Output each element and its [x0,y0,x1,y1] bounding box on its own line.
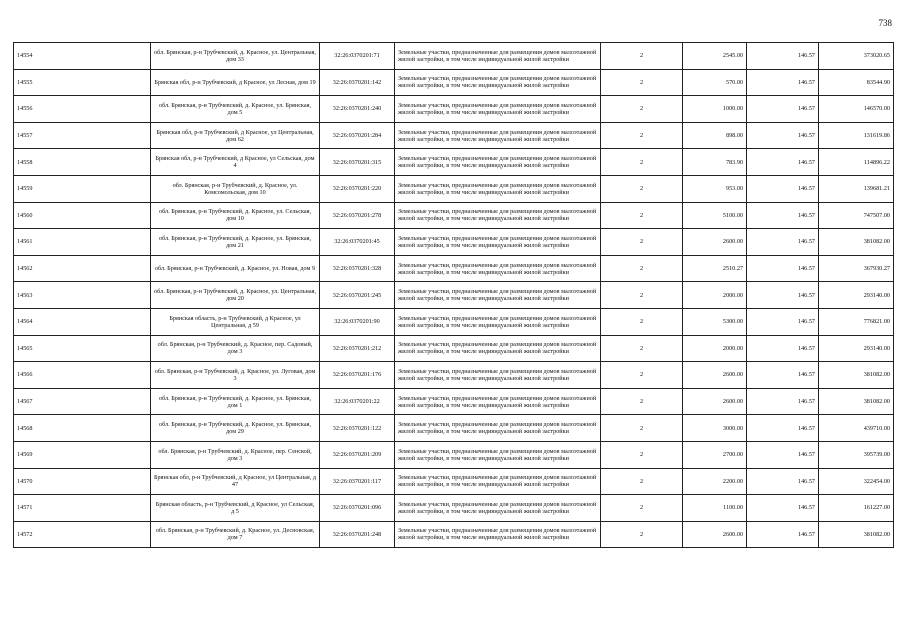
table-row [14,415,894,442]
area-cell: 783.90 [683,149,747,176]
table-row [14,495,894,522]
area-cell: 2510.27 [683,255,747,282]
category-cell: 2 [601,308,683,335]
row-number-cell: 14559 [14,175,151,202]
category-cell: 2 [601,43,683,70]
category-cell: 2 [601,362,683,389]
category-cell: 2 [601,388,683,415]
land-registry-table [13,42,894,548]
cadastral-number-cell: 32:26:0370201:142 [320,69,395,96]
row-number-cell: 14569 [14,441,151,468]
area-cell: 2200.00 [683,468,747,495]
land-use-description-cell: Земельные участки, предназначенные для размещения домов малоэтажной жилой застройки, в том числе индивидуальной жилой застройки [395,495,601,522]
cadastral-value-cell: 131619.86 [819,122,894,149]
address-cell: обл. Брянская, р-н Трубчевский, д. Красное, ул. Новая, дом 9 [151,255,320,282]
address-cell: Брянская обл, р-н Трубчевский, д Красное, ул Центральная, д 47 [151,468,320,495]
row-number-cell: 14566 [14,362,151,389]
cadastral-value-cell: 776821.00 [819,308,894,335]
table-row [14,388,894,415]
table-row [14,468,894,495]
land-use-description-cell: Земельные участки, предназначенные для размещения домов малоэтажной жилой застройки, в том числе индивидуальной жилой застройки [395,43,601,70]
table-row [14,255,894,282]
rate-cell: 146.57 [747,122,819,149]
address-cell: обл. Брянская, р-н Трубчевский, д. Красное, ул. Луговая, дом 3 [151,362,320,389]
cadastral-number-cell: 32:26:0370201:90 [320,308,395,335]
land-use-description-cell: Земельные участки, предназначенные для размещения домов малоэтажной жилой застройки, в том числе индивидуальной жилой застройки [395,149,601,176]
cadastral-value-cell: 146570.00 [819,96,894,123]
rate-cell: 146.57 [747,441,819,468]
cadastral-value-cell: 83544.90 [819,69,894,96]
address-cell: Брянская обл, р-н Трубчевский, д Красное, ул Центральная, дом 62 [151,122,320,149]
rate-cell: 146.57 [747,495,819,522]
area-cell: 2600.00 [683,388,747,415]
table-row [14,202,894,229]
land-use-description-cell: Земельные участки, предназначенные для размещения домов малоэтажной жилой застройки, в том числе индивидуальной жилой застройки [395,362,601,389]
area-cell: 570.00 [683,69,747,96]
table-row [14,521,894,548]
address-cell: Брянская область, р-н Трубчевский, д Красное, ул Центральная, д 59 [151,308,320,335]
category-cell: 2 [601,255,683,282]
rate-cell: 146.57 [747,255,819,282]
cadastral-value-cell: 293140.00 [819,282,894,309]
table-row [14,229,894,256]
rate-cell: 146.57 [747,521,819,548]
cadastral-number-cell: 32:26:0370201:328 [320,255,395,282]
area-cell: 2000.00 [683,282,747,309]
table-row [14,122,894,149]
rate-cell: 146.57 [747,43,819,70]
table-row [14,362,894,389]
category-cell: 2 [601,69,683,96]
cadastral-number-cell: 32:26:0370201:278 [320,202,395,229]
table-row [14,308,894,335]
address-cell: обл. Брянская, р-н Трубчевский, д. Красное, ул. Брянская, дом 1 [151,388,320,415]
cadastral-number-cell: 32:26:0370201:284 [320,122,395,149]
cadastral-number-cell: 32:26:0370201:096 [320,495,395,522]
land-use-description-cell: Земельные участки, предназначенные для размещения домов малоэтажной жилой застройки, в том числе индивидуальной жилой застройки [395,441,601,468]
address-cell: обл. Брянская, р-н Трубчевский, д. Красное, ул. Сельская, дом 10 [151,202,320,229]
rate-cell: 146.57 [747,388,819,415]
land-use-description-cell: Земельные участки, предназначенные для размещения домов малоэтажной жилой застройки, в том числе индивидуальной жилой застройки [395,175,601,202]
cadastral-number-cell: 32:26:0370201:122 [320,415,395,442]
category-cell: 2 [601,122,683,149]
row-number-cell: 14557 [14,122,151,149]
cadastral-number-cell: 32:26:0370201:212 [320,335,395,362]
category-cell: 2 [601,175,683,202]
cadastral-number-cell: 32:26:0370201:248 [320,521,395,548]
table-row [14,282,894,309]
cadastral-number-cell: 32:26:0370201:22 [320,388,395,415]
row-number-cell: 14563 [14,282,151,309]
cadastral-value-cell: 747507.00 [819,202,894,229]
category-cell: 2 [601,468,683,495]
cadastral-value-cell: 381082.00 [819,229,894,256]
area-cell: 2600.00 [683,362,747,389]
address-cell: обл. Брянская, р-н Трубчевский, д. Красное, ул. Центральная, дом 33 [151,43,320,70]
row-number-cell: 14562 [14,255,151,282]
table-row [14,96,894,123]
rate-cell: 146.57 [747,308,819,335]
row-number-cell: 14567 [14,388,151,415]
land-use-description-cell: Земельные участки, предназначенные для размещения домов малоэтажной жилой застройки, в том числе индивидуальной жилой застройки [395,521,601,548]
cadastral-number-cell: 32:26:0370201:220 [320,175,395,202]
cadastral-value-cell: 293140.00 [819,335,894,362]
cadastral-number-cell: 32:26:0370201:176 [320,362,395,389]
category-cell: 2 [601,521,683,548]
land-use-description-cell: Земельные участки, предназначенные для размещения домов малоэтажной жилой застройки, в том числе индивидуальной жилой застройки [395,468,601,495]
row-number-cell: 14570 [14,468,151,495]
area-cell: 1100.00 [683,495,747,522]
land-use-description-cell: Земельные участки, предназначенные для размещения домов малоэтажной жилой застройки, в том числе индивидуальной жилой застройки [395,308,601,335]
area-cell: 953.00 [683,175,747,202]
land-use-description-cell: Земельные участки, предназначенные для размещения домов малоэтажной жилой застройки, в том числе индивидуальной жилой застройки [395,69,601,96]
category-cell: 2 [601,229,683,256]
row-number-cell: 14568 [14,415,151,442]
cadastral-number-cell: 32:26:0370201:240 [320,96,395,123]
land-use-description-cell: Земельные участки, предназначенные для размещения домов малоэтажной жилой застройки, в том числе индивидуальной жилой застройки [395,202,601,229]
category-cell: 2 [601,202,683,229]
cadastral-value-cell: 381082.00 [819,362,894,389]
row-number-cell: 14560 [14,202,151,229]
category-cell: 2 [601,415,683,442]
row-number-cell: 14565 [14,335,151,362]
cadastral-value-cell: 381082.00 [819,388,894,415]
row-number-cell: 14558 [14,149,151,176]
category-cell: 2 [601,149,683,176]
address-cell: Брянская обл, р-н Трубчевский, д Красное, ул Лесная, дом 19 [151,69,320,96]
cadastral-value-cell: 381082.00 [819,521,894,548]
cadastral-number-cell: 32:26:0370201:315 [320,149,395,176]
address-cell: обл. Брянская, р-н Трубчевский, д. Красное, ул. Брянская, дом 29 [151,415,320,442]
rate-cell: 146.57 [747,415,819,442]
area-cell: 1000.00 [683,96,747,123]
area-cell: 5100.00 [683,202,747,229]
address-cell: обл. Брянская, р-н Трубчевский, д. Красное, ул. Центральная, дом 20 [151,282,320,309]
cadastral-value-cell: 395739.00 [819,441,894,468]
cadastral-value-cell: 367930.27 [819,255,894,282]
area-cell: 2000.00 [683,335,747,362]
address-cell: обл. Брянская, р-н Трубчевский, д. Красное, ул. Брянская, дом 5 [151,96,320,123]
land-use-description-cell: Земельные участки, предназначенные для размещения домов малоэтажной жилой застройки, в том числе индивидуальной жилой застройки [395,122,601,149]
area-cell: 2600.00 [683,521,747,548]
land-use-description-cell: Земельные участки, предназначенные для размещения домов малоэтажной жилой застройки, в том числе индивидуальной жилой застройки [395,415,601,442]
table-row [14,69,894,96]
cadastral-number-cell: 32:26:0370201:45 [320,229,395,256]
category-cell: 2 [601,282,683,309]
area-cell: 2700.00 [683,441,747,468]
rate-cell: 146.57 [747,468,819,495]
land-use-description-cell: Земельные участки, предназначенные для размещения домов малоэтажной жилой застройки, в том числе индивидуальной жилой застройки [395,282,601,309]
category-cell: 2 [601,335,683,362]
rate-cell: 146.57 [747,362,819,389]
area-cell: 3000.00 [683,415,747,442]
cadastral-value-cell: 322454.00 [819,468,894,495]
row-number-cell: 14571 [14,495,151,522]
land-use-description-cell: Земельные участки, предназначенные для размещения домов малоэтажной жилой застройки, в том числе индивидуальной жилой застройки [395,388,601,415]
address-cell: Брянская область, р-н Трубчевский, д Красное, ул Сельская, д 5 [151,495,320,522]
address-cell: обл. Брянская, р-н Трубчевский, д. Красное, пер. Сенской, дом 3 [151,441,320,468]
page-number: 738 [878,18,892,28]
cadastral-value-cell: 139681.21 [819,175,894,202]
address-cell: обл. Брянская, р-н Трубчевский, д. Красное, ул. Десновская, дом 7 [151,521,320,548]
address-cell: обл. Брянская, р-н Трубчевский, д. Красное, ул. Брянская, дом 21 [151,229,320,256]
rate-cell: 146.57 [747,149,819,176]
rate-cell: 146.57 [747,229,819,256]
rate-cell: 146.57 [747,69,819,96]
area-cell: 5300.00 [683,308,747,335]
table-body [14,43,894,548]
cadastral-number-cell: 32:26:0370201:71 [320,43,395,70]
land-use-description-cell: Земельные участки, предназначенные для размещения домов малоэтажной жилой застройки, в том числе индивидуальной жилой застройки [395,335,601,362]
row-number-cell: 14564 [14,308,151,335]
category-cell: 2 [601,441,683,468]
area-cell: 898.00 [683,122,747,149]
table-row [14,175,894,202]
cadastral-value-cell: 161227.00 [819,495,894,522]
row-number-cell: 14555 [14,69,151,96]
area-cell: 2600.00 [683,229,747,256]
row-number-cell: 14572 [14,521,151,548]
category-cell: 2 [601,96,683,123]
row-number-cell: 14554 [14,43,151,70]
row-number-cell: 14561 [14,229,151,256]
row-number-cell: 14556 [14,96,151,123]
rate-cell: 146.57 [747,335,819,362]
address-cell: Брянская обл, р-н Трубчевский, д Красное, ул Сельская, дом 4 [151,149,320,176]
table-row [14,441,894,468]
cadastral-number-cell: 32:26:0370201:209 [320,441,395,468]
rate-cell: 146.57 [747,96,819,123]
table-row [14,335,894,362]
cadastral-value-cell: 373020.65 [819,43,894,70]
cadastral-value-cell: 114896.22 [819,149,894,176]
rate-cell: 146.57 [747,282,819,309]
table-row [14,43,894,70]
address-cell: обл. Брянская, р-н Трубчевский, д. Красное, ул. Комсомольская, дом 10 [151,175,320,202]
address-cell: обл. Брянская, р-н Трубчевский, д. Красное, пер. Садовый, дом 3 [151,335,320,362]
rate-cell: 146.57 [747,202,819,229]
land-use-description-cell: Земельные участки, предназначенные для размещения домов малоэтажной жилой застройки, в том числе индивидуальной жилой застройки [395,255,601,282]
cadastral-value-cell: 439710.00 [819,415,894,442]
cadastral-number-cell: 32:26:0370201:245 [320,282,395,309]
category-cell: 2 [601,495,683,522]
land-use-description-cell: Земельные участки, предназначенные для размещения домов малоэтажной жилой застройки, в том числе индивидуальной жилой застройки [395,229,601,256]
area-cell: 2545.00 [683,43,747,70]
table-row [14,149,894,176]
land-use-description-cell: Земельные участки, предназначенные для размещения домов малоэтажной жилой застройки, в том числе индивидуальной жилой застройки [395,96,601,123]
cadastral-number-cell: 32:26:0370201:117 [320,468,395,495]
rate-cell: 146.57 [747,175,819,202]
